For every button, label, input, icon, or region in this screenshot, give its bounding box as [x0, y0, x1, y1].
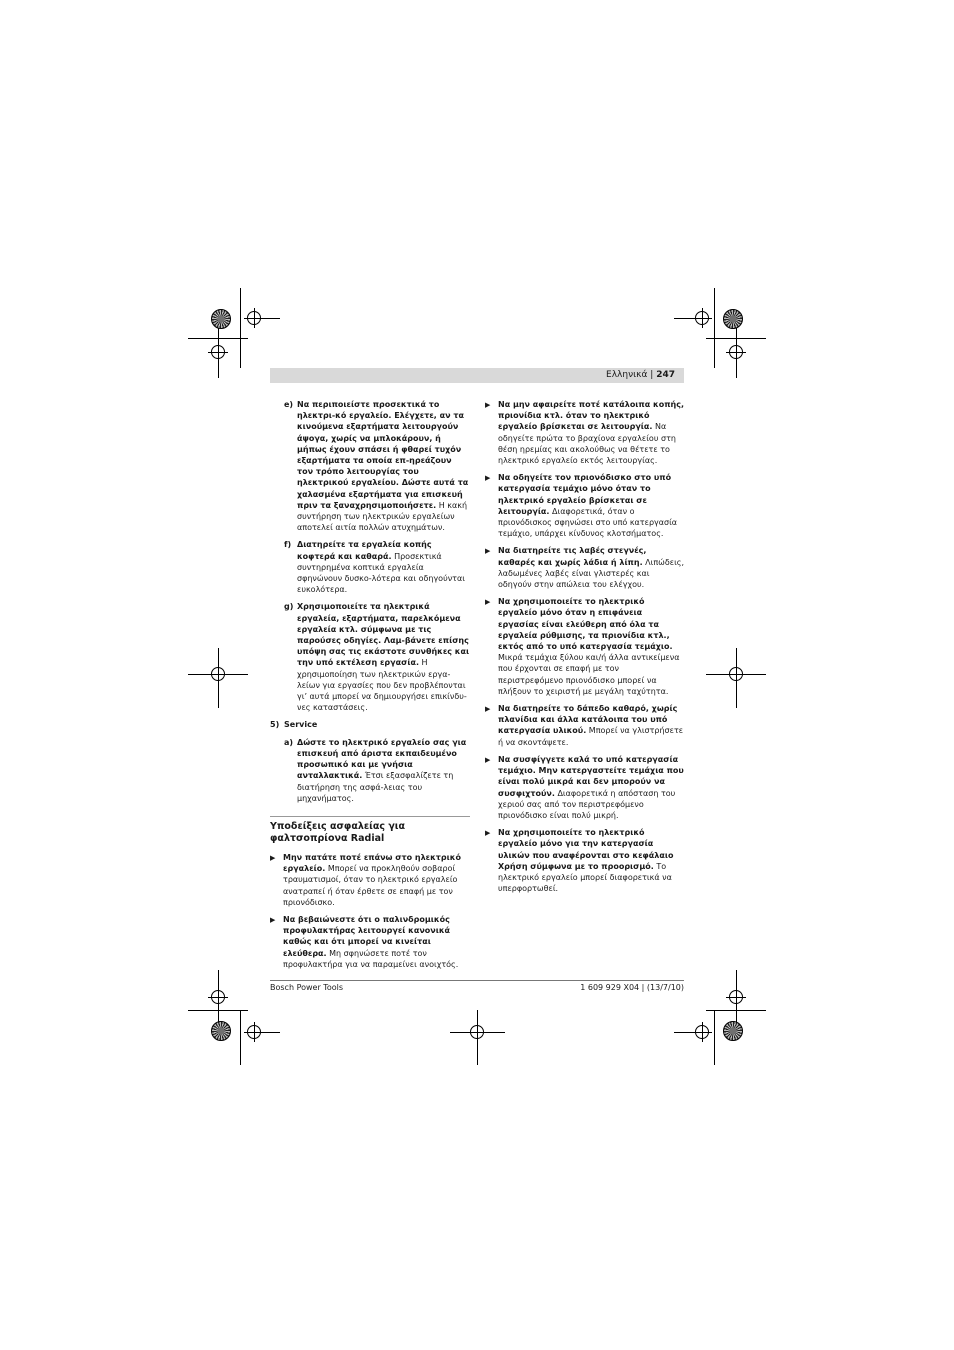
item-text: Μικρά τεμάχια ξύλου και/ή άλλα αντικείμενα που έρχονται σε επαφή με τον περιστρεφόμενο πριονόδισκο μπορεί να πλήξουν το χειριστή με μεγάλη ταχύτητα. — [498, 653, 680, 696]
section-heading — [270, 719, 470, 730]
item-text: Διαφορετικά η απόσταση του χεριού σας από τον περιστρεφόμενο πριονόδισκο είναι πολύ μικρή. — [498, 788, 676, 820]
header-language: Ελληνικά — [606, 370, 648, 380]
bullet-item — [485, 703, 685, 748]
item-body — [297, 601, 470, 713]
header-text — [606, 369, 675, 382]
bullet-item — [485, 399, 685, 466]
registration-cross-icon — [695, 311, 709, 325]
list-item — [284, 399, 470, 533]
registration-cross-icon — [729, 345, 743, 359]
item-text: Λιπώδεις, λαδωμένες λαβές είναι γλιστερές και οδηγούν στην απώλεια του ελέγχου. — [498, 557, 685, 590]
footer-doc-number: 1 609 929 X04 | (13/7/10) — [580, 983, 684, 992]
page-header — [270, 368, 684, 383]
item-bold-text: Να οδηγείτε τον πριονόδισκο στο υπό κατεργασία τεμάχιο μόνο όταν το ηλεκτρικό εργαλείο βρίσκεται σε λειτουργία. — [498, 473, 672, 516]
item-body — [498, 472, 685, 539]
registration-cross-icon — [211, 990, 225, 1004]
registration-cross-icon — [247, 311, 261, 325]
bullet-item — [485, 596, 685, 697]
item-text: Διαφορετικά, όταν ο πριονόδισκος σφηνώσει στο υπό κατεργασία τεμάχιο, υπάρχει κίνδυνος κλοτσήματος. — [498, 506, 678, 539]
footer-brand: Bosch Power Tools — [270, 983, 343, 992]
safety-heading: Υποδείξεις ασφαλείας για φαλτσοπρίονα Radial — [270, 820, 406, 845]
item-label: f) — [284, 540, 292, 550]
crop-line — [240, 288, 241, 368]
item-bold-text: Να χρησιμοποιείτε το ηλεκτρικό εργαλείο μόνο για την κατεργασία υλικών που αναφέρονται στο κεφάλαιο Χρήση σύμφωνα με το προορισμό. — [498, 828, 674, 871]
item-body — [498, 545, 685, 590]
registration-rosette-icon — [211, 309, 231, 329]
registration-rosette-icon — [211, 1021, 231, 1041]
section-number: 5) — [270, 720, 280, 730]
item-text: Προσεκτικά συντηρημένα κοπτικά εργαλεία σφηνώνουν δυσκο-λότερα και οδηγούνται ευκολότερα. — [297, 551, 465, 595]
item-text: Να οδηγείτε πρώτα το βραχίονα εργαλείου στη θέση ηρεμίας και ακολούθως να θέτετε το ηλεκτρικό εργαλείο εκτός λειτουργίας. — [498, 422, 676, 466]
item-bold-text: Μην πατάτε ποτέ επάνω στο ηλεκτρικό εργαλείο. — [283, 852, 461, 874]
triangle-bullet-icon: ▶ — [485, 598, 491, 607]
crop-line — [188, 1010, 248, 1011]
instruction-list — [284, 399, 470, 713]
left-column — [270, 399, 470, 976]
item-bold-text: Να βεβαιώνεστε ότι ο παλινδρομικός προφυλακτήρας λειτουργεί κανονικά καθώς και ότι μπορεί να κινείται ελεύθερα. — [283, 914, 451, 958]
bullet-item — [270, 914, 470, 970]
item-bold-text: Να συσφίγγετε καλά το υπό κατεργασία τεμάχιο. Μην κατεργαστείτε τεμάχια που είναι πολύ μικρά και δεν μπορούν να συσφιχτούν. — [498, 754, 684, 798]
item-body — [498, 827, 685, 894]
item-label: a) — [284, 737, 294, 747]
triangle-bullet-icon: ▶ — [485, 705, 491, 714]
item-body — [498, 399, 685, 466]
item-body — [297, 399, 470, 533]
list-item — [284, 539, 470, 595]
item-bold-text: Δώστε το ηλεκτρικό εργαλείο σας για επισκευή από άριστα εκπαιδευμένο προσωπικό και με γνήσια ανταλλακτικά. — [297, 737, 467, 781]
triangle-bullet-icon: ▶ — [485, 547, 491, 556]
footer-divider — [270, 980, 684, 981]
item-text: Το ηλεκτρικό εργαλείο μπορεί διαφορετικά να υπερφορτωθεί. — [498, 861, 672, 894]
item-text: Μη σφηνώσετε ποτέ τον προφυλακτήρα για να παραμείνει ανοιχτός. — [283, 948, 459, 969]
item-bold-text: Χρησιμοποιείτε τα ηλεκτρικά εργαλεία, εξαρτήματα, παρελκόμενα εργαλεία κτλ. σύμφωνα με τις παρούσες οδηγίες. Λαμ-βάνετε επίσης υπόψη σας τις εκάστοτε συνθήκες και την υπό εκτέλεση εργασία. — [297, 602, 470, 668]
item-bold-text: Διατηρείτε τα εργαλεία κοπής κοφτερά και καθαρά. — [297, 540, 432, 561]
registration-cross-icon — [729, 990, 743, 1004]
triangle-bullet-icon: ▶ — [485, 755, 491, 764]
triangle-bullet-icon: ▶ — [485, 474, 491, 483]
crop-line — [706, 1010, 766, 1011]
bullet-item — [485, 472, 685, 539]
registration-cross-icon — [247, 1025, 261, 1039]
bullet-item — [270, 852, 470, 908]
triangle-bullet-icon: ▶ — [485, 401, 491, 409]
bullet-item — [485, 754, 685, 821]
item-body — [297, 737, 470, 804]
item-label: g) — [284, 602, 294, 612]
registration-rosette-icon — [723, 1021, 743, 1041]
registration-cross-icon — [729, 667, 743, 681]
list-item — [284, 601, 470, 713]
item-body — [297, 539, 470, 595]
item-body — [283, 852, 470, 908]
bullet-list — [270, 852, 470, 970]
item-text: Έτσι εξασφαλίζετε τη διατήρηση της ασφά-λειας του μηχανήματος. — [297, 771, 454, 803]
list-item — [284, 737, 470, 804]
bullet-item — [485, 827, 685, 894]
item-body — [283, 914, 470, 970]
item-bold-text: Να διατηρείτε το δάπεδο καθαρό, χωρίς πλανίδια και άλλα κατάλοιπα του υπό κατεργασία υλικού. — [498, 704, 678, 736]
right-column — [485, 399, 685, 900]
crop-line — [714, 1010, 715, 1065]
item-text: Μπορεί να γλιστρήσετε ή να σκοντάψετε. — [498, 726, 684, 747]
item-text: Η κακή συντήρηση των ηλεκτρικών εργαλείων αποτελεί αιτία πολλών ατυχημάτων. — [297, 500, 468, 533]
registration-cross-icon — [211, 667, 225, 681]
item-bold-text: Να διατηρείτε τις λαβές στεγνές, καθαρές και χωρίς λάδια ή λίπη. — [498, 546, 647, 567]
item-body — [498, 596, 685, 697]
bullet-item — [485, 545, 685, 590]
header-separator: | — [650, 370, 654, 380]
registration-cross-icon — [211, 345, 225, 359]
heading-divider — [270, 816, 470, 817]
registration-rosette-icon — [723, 309, 743, 329]
crop-line — [240, 1010, 241, 1065]
item-bold-text: Να χρησιμοποιείτε το ηλεκτρικό εργαλείο μόνο όταν η επιφάνεια εργασίας είναι ελεύθερη από όλα τα εργαλεία ρύθμισης, τα πριονίδια κτλ., εκτός από το υπό κατεργασία τεμάχιο. — [498, 597, 673, 652]
item-bold-text: Να περιποιείστε προσεκτικά το ηλεκτρι-κό εργαλείο. Ελέγχετε, αν τα κινούμενα εξαρτήματα λειτουργούν άψογα, χωρίς να μπλοκάρουν, ή μήπως έχουν σπάσει ή φθαρεί τυχόν εξαρτήματα τα οποία επ-ηρεάζουν τον τρόπο λειτουργίας του ηλεκτρικού εργαλείου. Δώστε αυτά τα χαλασμένα εξαρτήματα για επισκευή πριν τα ξαναχρησιμοποιήσετε. — [297, 400, 469, 510]
registration-cross-icon — [695, 1025, 709, 1039]
service-list — [284, 737, 470, 804]
triangle-bullet-icon: ▶ — [485, 829, 491, 838]
triangle-bullet-icon: ▶ — [270, 915, 276, 924]
item-label: e) — [284, 400, 294, 409]
section-title: Service — [284, 720, 318, 730]
item-body — [498, 703, 685, 748]
item-body — [498, 754, 685, 821]
item-text: Μπορεί να προκληθούν σοβαροί τραυματισμοί, όταν το ηλεκτρικό εργαλείο ανατραπεί ή όταν έρθετε σε επαφή με τον πριονόδισκο. — [283, 864, 458, 907]
item-bold-text: Να μην αφαιρείτε ποτέ κατάλοιπα κοπής, πριονίδια κτλ. όταν το ηλεκτρικό εργαλείο βρίσκεται σε λειτουργία. — [498, 400, 685, 432]
crop-line — [714, 288, 715, 368]
triangle-bullet-icon: ▶ — [270, 853, 276, 862]
page-number: 247 — [656, 370, 675, 380]
registration-cross-icon — [470, 1025, 484, 1039]
item-text: Η χρησιμοποίηση των ηλεκτρικών εργα-λείων για εργασίες που δεν προβλέπονται γι’ αυτά μπορεί να δημιουργήσει επικίνδυ-νες καταστάσεις. — [297, 658, 467, 713]
